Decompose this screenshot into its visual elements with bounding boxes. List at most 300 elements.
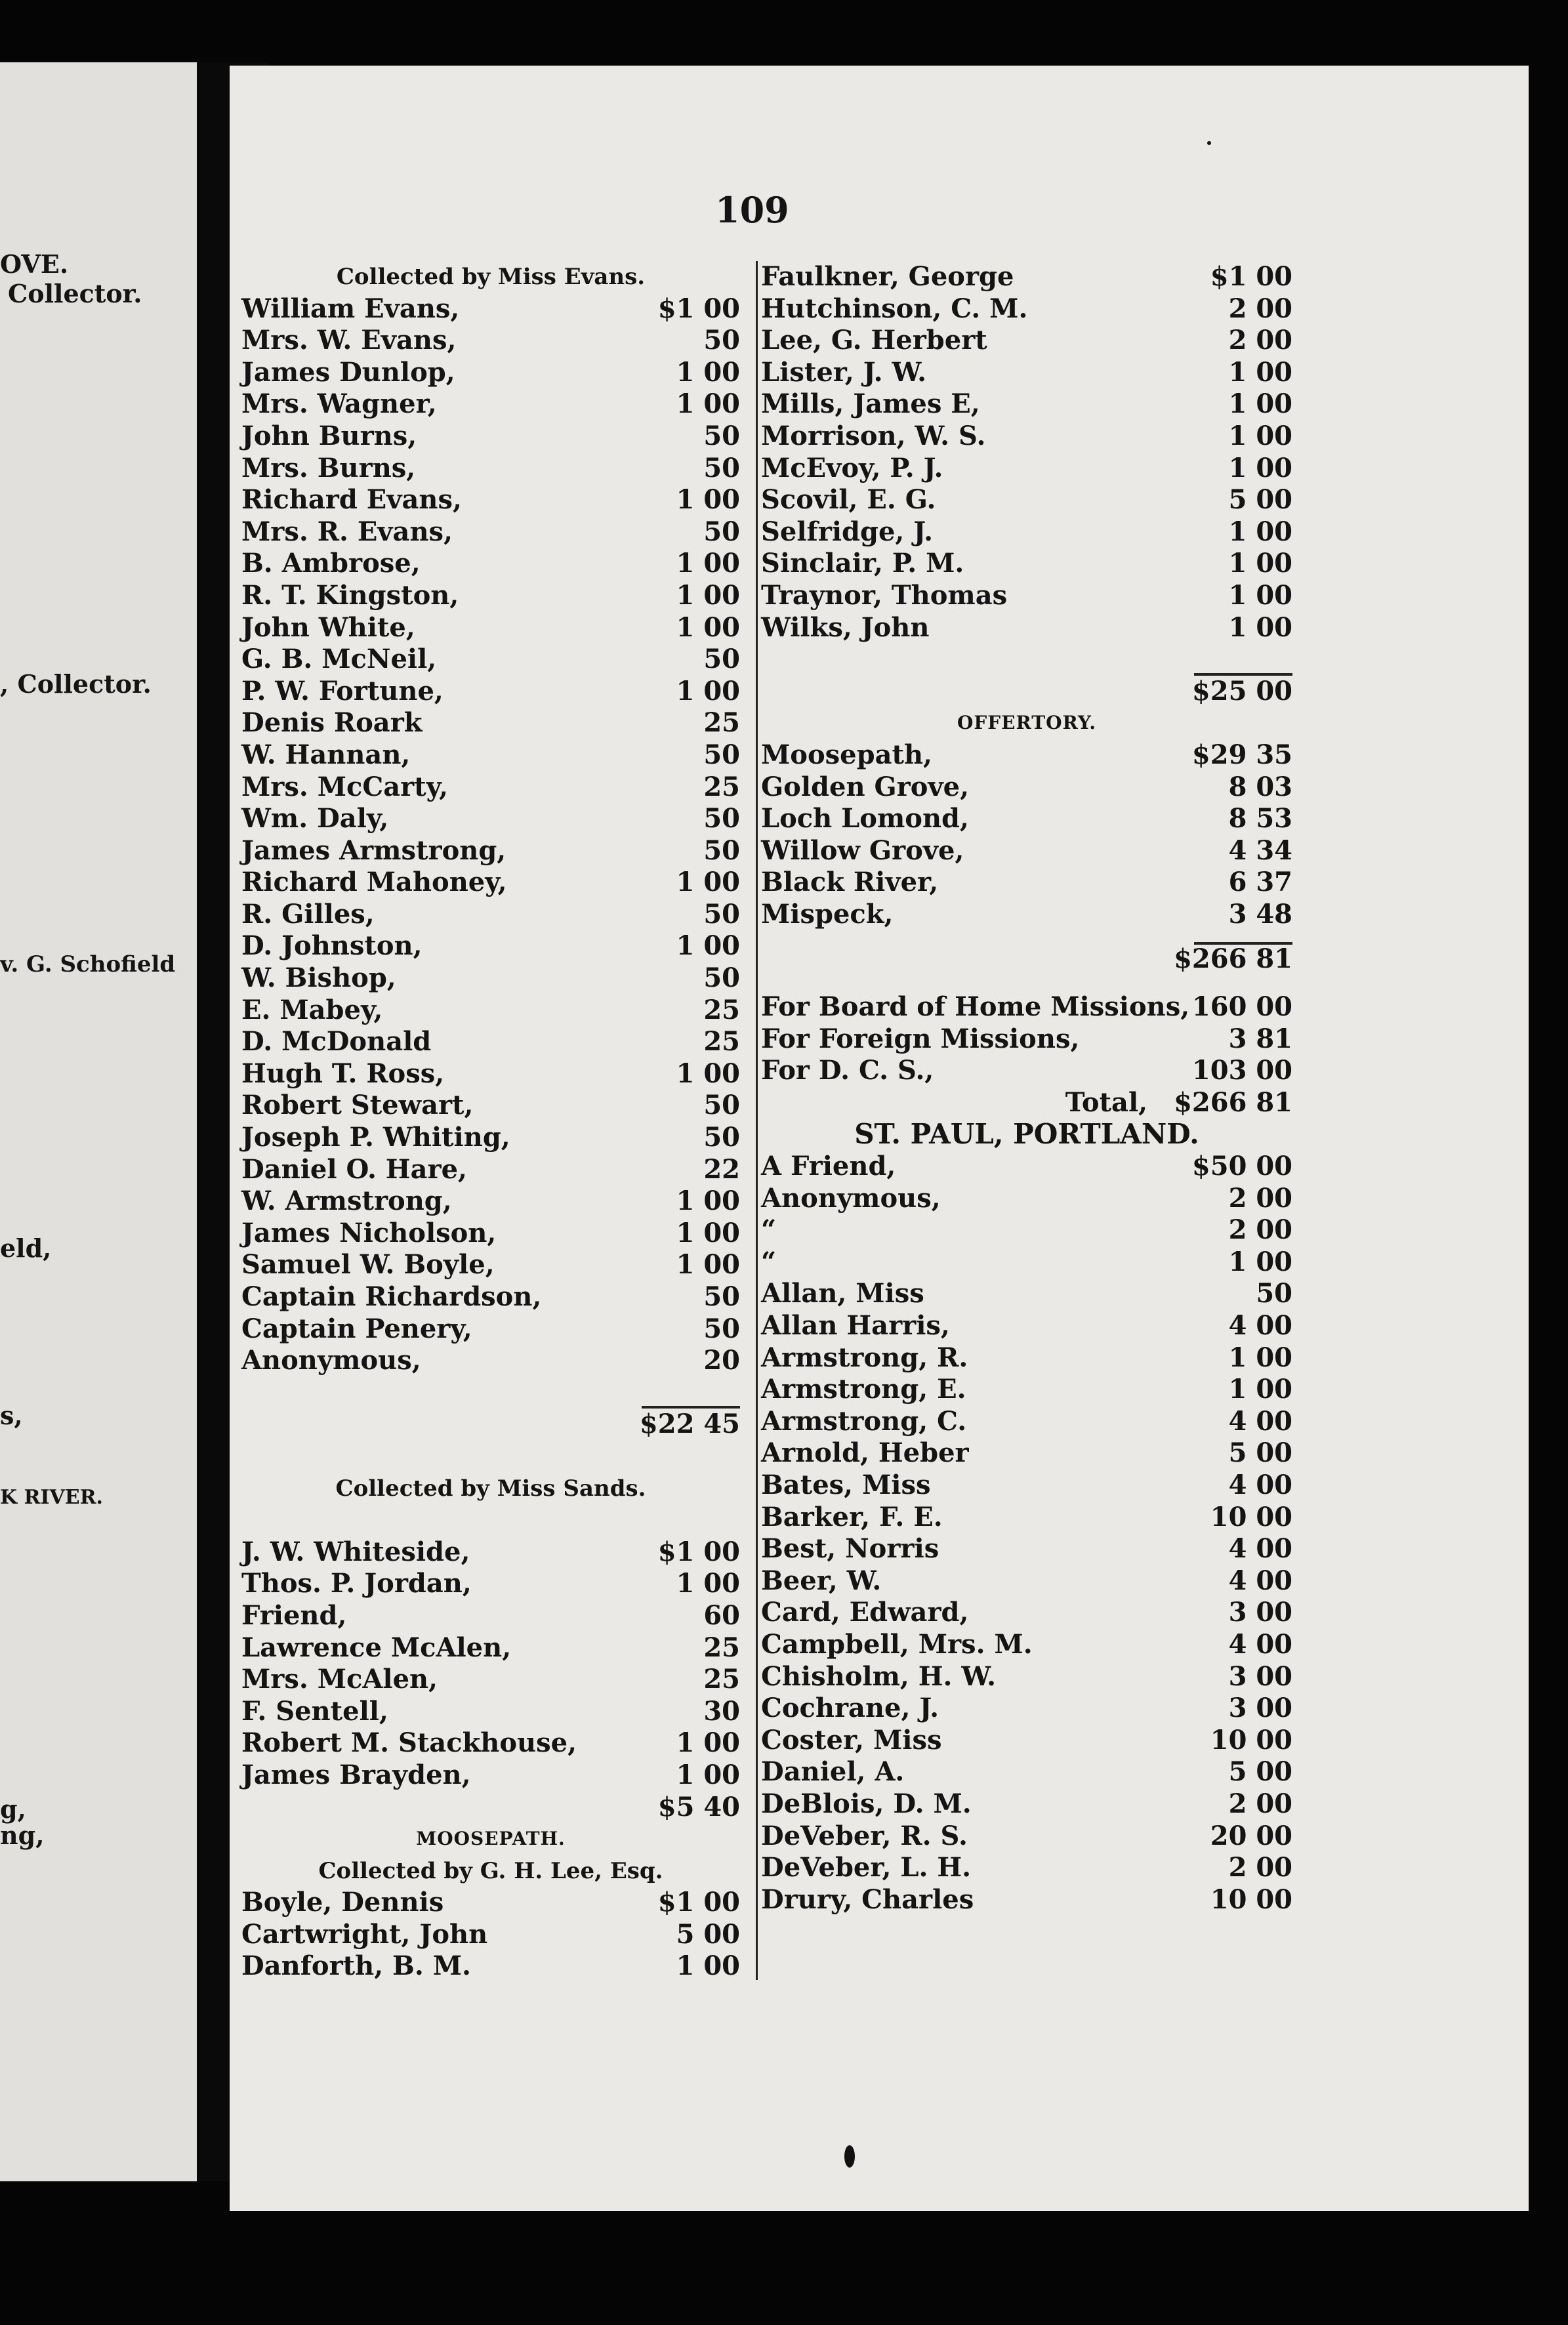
- contribution-amount: 1 00: [676, 548, 740, 579]
- entry-row: [761, 1597, 1292, 1629]
- contributor-name: W. Hannan,: [241, 739, 411, 770]
- left-fragment: Collector.: [8, 279, 142, 308]
- entry-row: [761, 325, 1292, 357]
- contribution-list: [761, 739, 1292, 931]
- contributor-name: DeBlois, D. M.: [761, 1788, 972, 1819]
- contributor-name: For D. C. S.,: [761, 1055, 934, 1086]
- total-amount: $266 81: [1174, 1086, 1292, 1118]
- entry-row: [761, 388, 1292, 421]
- entry-row: [241, 516, 740, 548]
- contribution-amount: 2 00: [1228, 1214, 1292, 1246]
- contribution-amount: 1 00: [1228, 356, 1292, 388]
- entry-row: [761, 1151, 1292, 1183]
- contribution-amount: $1 00: [657, 1536, 740, 1567]
- contribution-amount: 1 00: [676, 579, 740, 611]
- entry-row: [241, 676, 740, 708]
- contributor-name: Sinclair, P. M.: [761, 548, 964, 579]
- contributor-name: Golden Grove,: [761, 771, 969, 802]
- contribution-amount: 1 00: [676, 611, 740, 643]
- contributor-name: Robert M. Stackhouse,: [241, 1727, 577, 1759]
- contributor-name: Thos. P. Jordan,: [241, 1568, 472, 1599]
- entry-row: [241, 1154, 740, 1186]
- entry-row: [761, 1821, 1292, 1853]
- contributor-name: Daniel, A.: [761, 1756, 905, 1788]
- entry-row: [761, 1374, 1292, 1406]
- contributor-name: R. Gilles,: [241, 898, 375, 930]
- entry-row: [241, 357, 740, 389]
- contribution-amount: 6 37: [1228, 867, 1292, 898]
- contribution-amount: 20: [703, 1345, 740, 1376]
- contributor-name: Armstrong, R.: [761, 1342, 968, 1373]
- contribution-list: [241, 1536, 740, 1792]
- contributor-name: Wm. Daly,: [241, 803, 389, 834]
- entry-row: [761, 1310, 1292, 1342]
- entry-row: [241, 293, 740, 325]
- contributor-name: Joseph P. Whiting,: [241, 1122, 510, 1153]
- contribution-amount: 4 00: [1228, 1628, 1292, 1660]
- contributor-name: Samuel W. Boyle,: [241, 1249, 495, 1281]
- entry-row: [241, 1090, 740, 1122]
- contributor-name: B. Ambrose,: [241, 548, 421, 579]
- contribution-amount: 3 00: [1228, 1693, 1292, 1724]
- contribution-amount: 1 00: [676, 484, 740, 516]
- contribution-amount: 50: [703, 739, 740, 770]
- entry-row: [761, 261, 1292, 293]
- contribution-amount: 5 00: [1228, 1437, 1292, 1469]
- entry-row: [241, 548, 740, 580]
- entry-row: [241, 325, 740, 357]
- contribution-amount: 3 48: [1228, 898, 1292, 930]
- contributor-name: Beer, W.: [761, 1565, 882, 1596]
- entry-row: [241, 1281, 740, 1313]
- contributor-name: E. Mabey,: [241, 994, 383, 1025]
- entry-row: [761, 1214, 1292, 1246]
- place-heading: MOOSEPATH.: [416, 1828, 566, 1850]
- subtotal-amount: $266 81: [1174, 943, 1292, 975]
- total-label: Total,: [1065, 1086, 1148, 1118]
- entry-row: [241, 1185, 740, 1218]
- entry-row: [761, 1278, 1292, 1310]
- column-divider: [756, 261, 758, 1980]
- contribution-amount: 2 00: [1228, 1182, 1292, 1214]
- contribution-amount: 2 00: [1228, 325, 1292, 356]
- left-fragment: s,: [0, 1401, 23, 1430]
- contribution-amount: 103 00: [1191, 1055, 1292, 1086]
- contributor-name: Anonymous,: [761, 1182, 941, 1214]
- contributor-name: Allan Harris,: [761, 1310, 950, 1341]
- entry-row: [241, 803, 740, 835]
- subtotal-amount: $25 00: [1191, 675, 1292, 707]
- contribution-amount: 4 00: [1228, 1405, 1292, 1437]
- contributor-name: DeVeber, R. S.: [761, 1820, 968, 1851]
- contributor-name: Moosepath,: [761, 739, 932, 770]
- contribution-amount: 1 00: [676, 1217, 740, 1248]
- contribution-amount: 1 00: [676, 675, 740, 707]
- contributor-name: Willow Grove,: [761, 834, 964, 866]
- entry-row: [241, 1249, 740, 1281]
- contributor-name: Lee, G. Herbert: [761, 325, 987, 356]
- contributor-name: Hugh T. Ross,: [241, 1058, 445, 1089]
- section-heading: Collected by G. H. Lee, Esq.: [318, 1857, 663, 1884]
- entry-row: [761, 1502, 1292, 1534]
- entry-row: [761, 1725, 1292, 1757]
- contributor-name: Hutchinson, C. M.: [761, 293, 1028, 324]
- contribution-amount: 4 00: [1228, 1469, 1292, 1500]
- entry-row: [241, 388, 740, 421]
- contribution-amount: 1 00: [676, 1950, 740, 1982]
- entry-row: [761, 739, 1292, 772]
- contributor-name: Armstrong, C.: [761, 1405, 967, 1437]
- contribution-amount: 8 53: [1228, 803, 1292, 834]
- contribution-amount: 50: [1256, 1278, 1292, 1309]
- section-heading: Collected by Miss Sands.: [335, 1475, 646, 1502]
- contribution-amount: 1 00: [676, 388, 740, 420]
- entry-row: [761, 1756, 1292, 1788]
- entry-row: [241, 1600, 740, 1632]
- contributor-name: Mrs. R. Evans,: [241, 516, 453, 547]
- contribution-amount: 1 00: [676, 1058, 740, 1089]
- entry-row: [761, 1183, 1292, 1215]
- entry-row: [761, 867, 1292, 899]
- contributor-name: McEvoy, P. J.: [761, 452, 943, 484]
- contribution-amount: 25: [703, 994, 740, 1025]
- entry-row: [761, 516, 1292, 548]
- subtotal-amount: $5 40: [657, 1791, 740, 1822]
- contribution-amount: 1 00: [676, 356, 740, 388]
- contributor-name: Best, Norris: [761, 1533, 939, 1565]
- entry-row: [761, 1470, 1292, 1502]
- contribution-amount: 5 00: [1228, 1756, 1292, 1788]
- contribution-amount: 4 34: [1228, 834, 1292, 866]
- entry-row: [761, 1437, 1292, 1470]
- contributor-name: Faulkner, George: [761, 261, 1014, 292]
- sum-rule: [761, 644, 1292, 676]
- entry-row: [761, 772, 1292, 804]
- left-fragment: v. G. Schofield: [0, 951, 176, 977]
- contribution-amount: 1 00: [676, 1759, 740, 1790]
- entry-row: [761, 1852, 1292, 1884]
- contributor-name: W. Armstrong,: [241, 1185, 452, 1217]
- entry-row: [241, 930, 740, 962]
- entry-row: [241, 1536, 740, 1569]
- entry-row: [761, 1629, 1292, 1661]
- subtotal-row: [761, 676, 1292, 708]
- contribution-amount: 10 00: [1210, 1501, 1292, 1533]
- entry-row: [241, 835, 740, 867]
- entry-row: [241, 899, 740, 931]
- contribution-amount: 10 00: [1210, 1883, 1292, 1915]
- contributor-name: Black River,: [761, 867, 939, 898]
- entry-row: [761, 1342, 1292, 1374]
- contribution-amount: 50: [703, 834, 740, 866]
- contribution-list: [761, 1151, 1292, 1916]
- contribution-amount: 3 00: [1228, 1597, 1292, 1628]
- contribution-list: [241, 293, 740, 1377]
- subtotal-row: [761, 943, 1292, 976]
- entry-row: [241, 1345, 740, 1377]
- contributor-name: James Dunlop,: [241, 356, 455, 388]
- contributor-name: For Board of Home Missions,: [761, 991, 1190, 1023]
- contributor-name: Campbell, Mrs. M.: [761, 1628, 1033, 1660]
- entry-row: [241, 453, 740, 485]
- contributor-name: G. B. McNeil,: [241, 644, 437, 675]
- sum-rule: [241, 1377, 740, 1409]
- contribution-amount: 1 00: [1228, 516, 1292, 547]
- subtotal-row: [241, 1409, 740, 1441]
- contribution-amount: 4 00: [1228, 1533, 1292, 1565]
- contribution-amount: 50: [703, 962, 740, 994]
- entry-row: [761, 580, 1292, 612]
- entry-row: [761, 1023, 1292, 1056]
- contributor-name: Mispeck,: [761, 898, 894, 930]
- contributor-name: Loch Lomond,: [761, 803, 969, 834]
- contributor-name: Mrs. McCarty,: [241, 771, 448, 802]
- contributor-name: Scovil, E. G.: [761, 484, 936, 516]
- contribution-amount: 2 00: [1228, 293, 1292, 324]
- contributor-name: Wilks, John: [761, 611, 930, 643]
- ink-speck: [1207, 141, 1211, 145]
- contribution-amount: 4 00: [1228, 1310, 1292, 1341]
- contribution-list: [241, 1887, 740, 1983]
- allocation-list: [761, 991, 1292, 1087]
- contribution-amount: 1 00: [1228, 388, 1292, 420]
- contribution-amount: 50: [703, 1122, 740, 1153]
- contribution-amount: 25: [703, 1026, 740, 1058]
- contributor-name: Lawrence McAlen,: [241, 1632, 512, 1663]
- contribution-amount: 1 00: [1228, 420, 1292, 451]
- contribution-amount: 3 00: [1228, 1660, 1292, 1692]
- contributor-name: Lister, J. W.: [761, 356, 927, 388]
- contributor-name: “: [761, 1246, 777, 1277]
- contributor-name: Traynor, Thomas: [761, 579, 1008, 611]
- contributor-name: Drury, Charles: [761, 1883, 974, 1915]
- contributor-name: Friend,: [241, 1599, 347, 1631]
- entry-row: [241, 612, 740, 644]
- contributor-name: Boyle, Dennis: [241, 1887, 444, 1918]
- contribution-amount: 1 00: [676, 867, 740, 898]
- contribution-amount: 50: [703, 1090, 740, 1121]
- contribution-amount: 50: [703, 644, 740, 675]
- contributor-name: James Nicholson,: [241, 1217, 497, 1248]
- contributor-name: Captain Richardson,: [241, 1281, 542, 1312]
- contributor-name: Cartwright, John: [241, 1918, 488, 1950]
- entry-row: [241, 1664, 740, 1696]
- contribution-amount: 50: [703, 325, 740, 356]
- contributor-name: D. McDonald: [241, 1026, 432, 1058]
- contributor-name: “: [761, 1214, 777, 1246]
- contribution-amount: 30: [703, 1695, 740, 1727]
- contribution-amount: $1 00: [657, 293, 740, 324]
- entry-row: [241, 1632, 740, 1664]
- contributor-name: Armstrong, E.: [761, 1374, 966, 1405]
- contributor-name: Mills, James E,: [761, 388, 980, 420]
- contributor-name: W. Bishop,: [241, 962, 396, 994]
- contribution-amount: 1 00: [1228, 1342, 1292, 1373]
- contributor-name: Mrs. Wagner,: [241, 388, 437, 420]
- contributor-name: Morrison, W. S.: [761, 420, 986, 451]
- contributor-name: John Burns,: [241, 420, 417, 451]
- offertory-heading: OFFERTORY.: [957, 712, 1097, 734]
- contributor-name: James Armstrong,: [241, 834, 506, 866]
- contribution-amount: 1 00: [1228, 1374, 1292, 1405]
- left-fragment: K RIVER.: [0, 1486, 104, 1509]
- contribution-amount: 60: [703, 1599, 740, 1631]
- entry-row: [761, 357, 1292, 389]
- contribution-amount: 4 00: [1228, 1565, 1292, 1596]
- contributor-name: Richard Mahoney,: [241, 867, 507, 898]
- contributor-name: Arnold, Heber: [761, 1437, 969, 1469]
- entry-row: [241, 1696, 740, 1728]
- contributor-name: William Evans,: [241, 293, 460, 324]
- entry-row: [761, 899, 1292, 931]
- entry-row: [241, 1058, 740, 1090]
- contribution-amount: 1 00: [1228, 548, 1292, 579]
- sum-rule: [761, 930, 1292, 945]
- contributor-name: Mrs. Burns,: [241, 452, 416, 484]
- entry-row: [241, 1950, 740, 1983]
- entry-row: [761, 484, 1292, 516]
- entry-row: [761, 1406, 1292, 1438]
- subtotal-amount: $22 45: [639, 1409, 740, 1440]
- entry-row: [761, 612, 1292, 644]
- left-fragment: OVE.: [0, 249, 69, 279]
- page-number: 109: [715, 189, 789, 231]
- contributor-name: Card, Edward,: [761, 1597, 969, 1628]
- contribution-amount: 8 03: [1228, 771, 1292, 802]
- entry-row: [761, 803, 1292, 835]
- contributor-name: John White,: [241, 611, 415, 643]
- entry-row: [761, 421, 1292, 453]
- contribution-amount: 22: [703, 1153, 740, 1185]
- entry-row: [761, 1661, 1292, 1693]
- entry-row: [761, 991, 1292, 1023]
- contribution-amount: 2 00: [1228, 1788, 1292, 1819]
- entry-row: [241, 1122, 740, 1154]
- contribution-amount: 50: [703, 1281, 740, 1312]
- contributor-name: Danforth, B. M.: [241, 1950, 471, 1982]
- contribution-amount: 160 00: [1191, 991, 1292, 1023]
- entry-row: [761, 453, 1292, 485]
- contribution-amount: 50: [703, 1313, 740, 1344]
- contributor-name: A Friend,: [761, 1151, 896, 1182]
- contributor-name: Mrs. McAlen,: [241, 1664, 438, 1695]
- left-fragment: g,: [0, 1794, 26, 1824]
- entry-row: [241, 772, 740, 804]
- entry-row: [761, 1693, 1292, 1725]
- right-column: [761, 261, 1292, 1916]
- entry-row: [241, 484, 740, 516]
- contribution-list: [761, 261, 1292, 644]
- contributor-name: Chisholm, H. W.: [761, 1660, 997, 1692]
- contributor-name: P. W. Fortune,: [241, 675, 444, 707]
- entry-row: [241, 421, 740, 453]
- contributor-name: Richard Evans,: [241, 484, 462, 516]
- contribution-amount: 3 81: [1228, 1023, 1292, 1054]
- contribution-amount: 10 00: [1210, 1724, 1292, 1756]
- entry-row: [761, 1788, 1292, 1821]
- entry-row: [241, 1727, 740, 1759]
- contribution-amount: 1 00: [676, 930, 740, 962]
- entry-row: [241, 1218, 740, 1250]
- entry-row: [241, 867, 740, 899]
- contribution-amount: 25: [703, 707, 740, 739]
- contributor-name: For Foreign Missions,: [761, 1023, 1080, 1054]
- entry-row: [761, 1533, 1292, 1565]
- contribution-amount: 25: [703, 1664, 740, 1695]
- contributor-name: Barker, F. E.: [761, 1501, 943, 1533]
- entry-row: [761, 1565, 1292, 1597]
- contribution-amount: 1 00: [676, 1185, 740, 1217]
- section-heading: Collected by Miss Evans.: [336, 264, 646, 290]
- left-column: [241, 261, 740, 1983]
- contribution-amount: 5 00: [1228, 484, 1292, 516]
- entry-row: [761, 293, 1292, 325]
- contributor-name: Captain Penery,: [241, 1313, 472, 1344]
- entry-row: [241, 1026, 740, 1058]
- contribution-amount: 20 00: [1210, 1820, 1292, 1851]
- contributor-name: R. T. Kingston,: [241, 579, 459, 611]
- contributor-name: Daniel O. Hare,: [241, 1153, 467, 1185]
- contribution-amount: $1 00: [657, 1887, 740, 1918]
- contributor-name: Mrs. W. Evans,: [241, 325, 457, 356]
- contribution-amount: 50: [703, 420, 740, 451]
- contribution-amount: 50: [703, 516, 740, 547]
- entry-row: [241, 1759, 740, 1792]
- contribution-amount: 25: [703, 1632, 740, 1663]
- entry-row: [241, 707, 740, 739]
- contribution-amount: $29 35: [1191, 739, 1292, 770]
- entry-row: [761, 548, 1292, 580]
- contributor-name: Allan, Miss: [761, 1278, 924, 1309]
- contribution-amount: 1 00: [676, 1727, 740, 1759]
- contributor-name: Bates, Miss: [761, 1469, 931, 1500]
- ink-blot: [844, 2145, 855, 2168]
- left-fragment: ng,: [0, 1821, 45, 1850]
- contribution-amount: 2 00: [1228, 1852, 1292, 1883]
- left-fragment: , Collector.: [0, 669, 152, 699]
- left-fragment: eld,: [0, 1233, 52, 1263]
- contribution-amount: 50: [703, 898, 740, 930]
- contributor-name: F. Sentell,: [241, 1695, 388, 1727]
- contributor-name: Cochrane, J.: [761, 1693, 939, 1724]
- contribution-amount: $50 00: [1191, 1151, 1292, 1182]
- entry-row: [761, 1055, 1292, 1087]
- contribution-amount: 50: [703, 803, 740, 834]
- contribution-amount: 1 00: [676, 1568, 740, 1599]
- contribution-amount: 1 00: [1228, 611, 1292, 643]
- contribution-amount: 25: [703, 771, 740, 802]
- church-heading: ST. PAUL, PORTLAND.: [854, 1118, 1199, 1151]
- contribution-amount: 50: [703, 452, 740, 484]
- entry-row: [241, 739, 740, 772]
- final-total-row: [761, 1087, 1292, 1119]
- contributor-name: DeVeber, L. H.: [761, 1852, 972, 1883]
- contributor-name: Selfridge, J.: [761, 516, 933, 547]
- entry-row: [241, 962, 740, 995]
- entry-row: [241, 644, 740, 676]
- contributor-name: Robert Stewart,: [241, 1090, 474, 1121]
- contribution-amount: 1 00: [676, 1249, 740, 1281]
- contributor-name: D. Johnston,: [241, 930, 423, 962]
- contribution-amount: 1 00: [1228, 579, 1292, 611]
- subtotal-row: [241, 1792, 740, 1824]
- entry-row: [241, 1919, 740, 1951]
- contribution-amount: 5 00: [676, 1918, 740, 1950]
- contribution-amount: $1 00: [1210, 261, 1292, 292]
- contribution-amount: 1 00: [1228, 1246, 1292, 1277]
- contribution-amount: 1 00: [1228, 452, 1292, 484]
- entry-row: [241, 580, 740, 612]
